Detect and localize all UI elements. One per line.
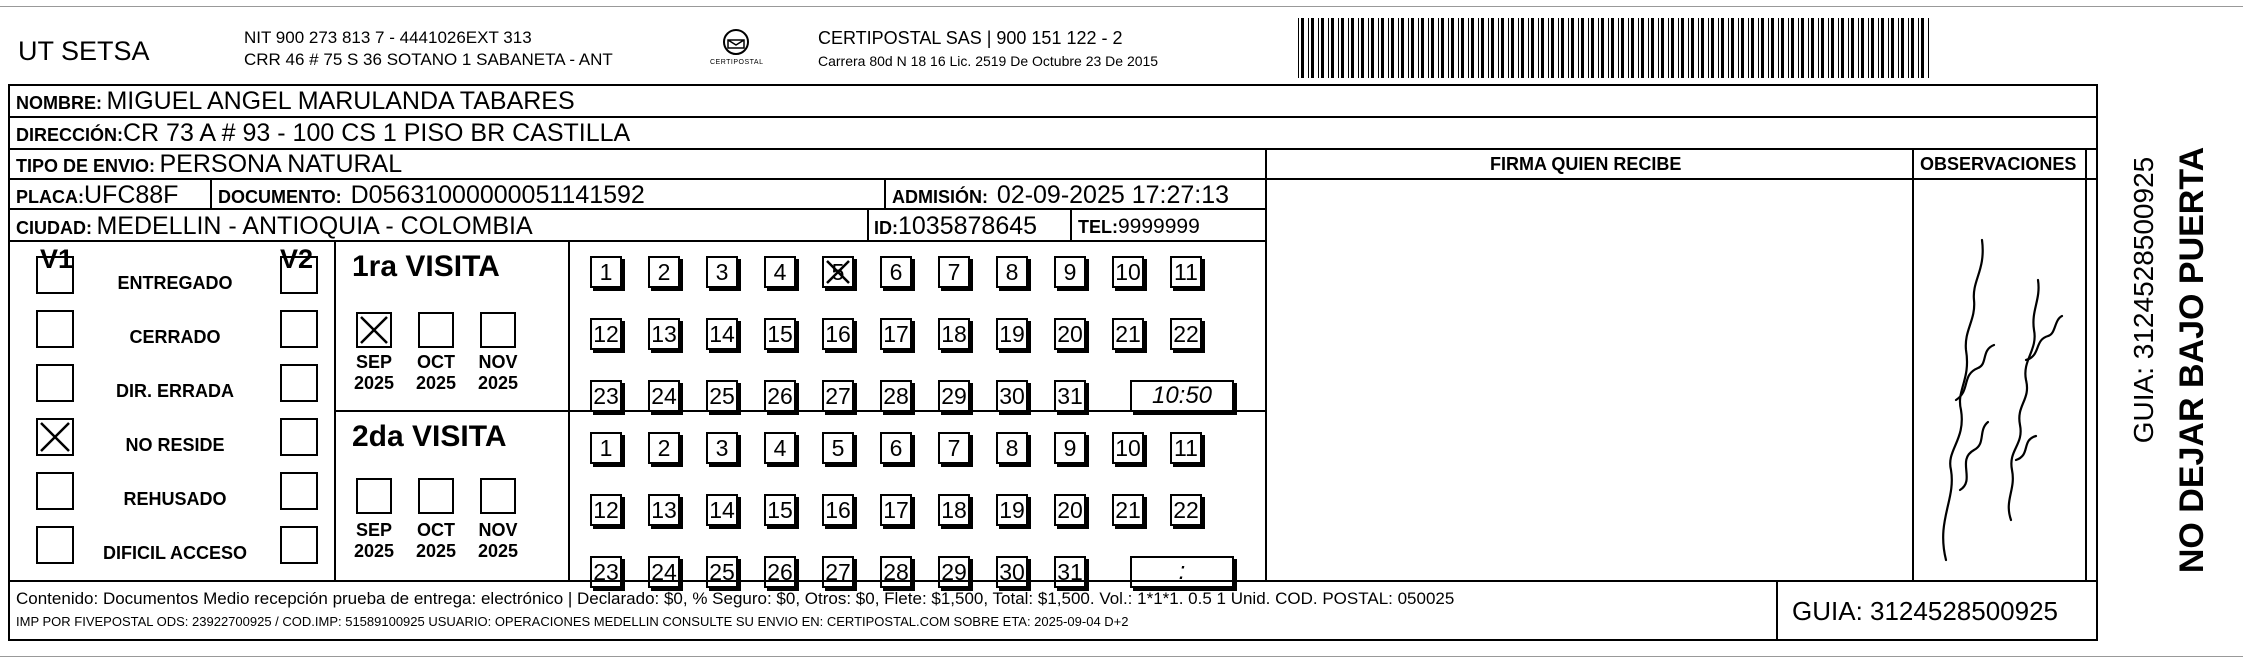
day-cell[interactable]: 1 bbox=[590, 256, 622, 288]
barcode bbox=[1298, 18, 1934, 78]
day-cell[interactable]: 27 bbox=[822, 380, 854, 412]
tipo-envio-value: PERSONA NATURAL bbox=[159, 150, 403, 178]
barcode-bar bbox=[1451, 18, 1454, 78]
paper-edge bbox=[0, 6, 2243, 7]
direccion-value: CR 73 A # 93 - 100 CS 1 PISO BR CASTILLA bbox=[123, 119, 631, 147]
month-label bbox=[346, 520, 402, 562]
day-cell[interactable]: 10 bbox=[1112, 432, 1144, 464]
day-cell[interactable]: 15 bbox=[764, 318, 796, 350]
placa-divider bbox=[210, 178, 212, 208]
month-label bbox=[408, 352, 464, 394]
barcode-bar bbox=[1678, 18, 1679, 78]
side-title: NO DEJAR BAJO PUERTA bbox=[2173, 146, 2211, 574]
barcode-bar bbox=[1918, 18, 1919, 78]
barcode-bar bbox=[1438, 18, 1439, 78]
barcode-bar bbox=[1491, 18, 1494, 78]
day-cell[interactable]: 29 bbox=[938, 380, 970, 412]
id-divider bbox=[867, 208, 869, 240]
day-cell[interactable]: 3 bbox=[706, 432, 738, 464]
barcode-bar bbox=[1708, 18, 1709, 78]
certipostal-logo bbox=[708, 26, 764, 74]
day-cell[interactable]: 2 bbox=[648, 432, 680, 464]
day-cell[interactable]: 6 bbox=[880, 256, 912, 288]
day-cell[interactable]: 13 bbox=[648, 318, 680, 350]
barcode-bar bbox=[1628, 18, 1629, 78]
day-cell[interactable]: 25 bbox=[706, 380, 738, 412]
barcode-bar bbox=[1778, 18, 1779, 78]
company-name: UT SETSA bbox=[18, 36, 150, 66]
barcode-bar bbox=[1368, 18, 1369, 78]
documento-label: DOCUMENTO: bbox=[218, 187, 342, 207]
barcode-bar bbox=[1901, 18, 1904, 78]
barcode-bar bbox=[1828, 18, 1829, 78]
v1-checkbox[interactable] bbox=[36, 364, 74, 402]
day-cell[interactable]: 2 bbox=[648, 256, 680, 288]
barcode-bar bbox=[1301, 18, 1304, 78]
day-cell[interactable]: 23 bbox=[590, 556, 622, 588]
barcode-bar bbox=[1798, 18, 1799, 78]
barcode-bar bbox=[1921, 18, 1924, 78]
barcode-bar bbox=[1401, 18, 1404, 78]
barcode-bar bbox=[1791, 18, 1794, 78]
footer-divider bbox=[8, 580, 2098, 582]
day-cell[interactable]: 13 bbox=[648, 494, 680, 526]
day-cell[interactable]: 22 bbox=[1170, 318, 1202, 350]
status-label: CERRADO bbox=[129, 327, 221, 347]
day-cell[interactable]: 25 bbox=[706, 556, 738, 588]
barcode-bar bbox=[1728, 18, 1729, 78]
barcode-bar bbox=[1578, 18, 1579, 78]
day-cell[interactable]: 15 bbox=[764, 494, 796, 526]
day-cell[interactable]: 19 bbox=[996, 494, 1028, 526]
barcode-bar bbox=[1361, 18, 1364, 78]
barcode-bar bbox=[1858, 18, 1859, 78]
day-cell[interactable]: 21 bbox=[1112, 494, 1144, 526]
barcode-bar bbox=[1498, 18, 1499, 78]
month-year: 2025 bbox=[415, 541, 457, 561]
barcode-bar bbox=[1818, 18, 1819, 78]
observaciones-header: OBSERVACIONES bbox=[1920, 154, 2077, 174]
month-year: 2025 bbox=[477, 373, 519, 393]
month-checkbox[interactable] bbox=[356, 478, 392, 514]
day-cell[interactable]: 26 bbox=[764, 380, 796, 412]
barcode-bar bbox=[1898, 18, 1899, 78]
admision-value: 02-09-2025 17:27:13 bbox=[996, 181, 1230, 209]
barcode-bar bbox=[1471, 18, 1474, 78]
barcode-bar bbox=[1821, 18, 1824, 78]
barcode-bar bbox=[1721, 18, 1724, 78]
status-label: DIR. ERRADA bbox=[115, 381, 234, 401]
barcode-bar bbox=[1341, 18, 1344, 78]
barcode-bar bbox=[1731, 18, 1734, 78]
barcode-bar bbox=[1631, 18, 1634, 78]
barcode-bar bbox=[1681, 18, 1684, 78]
status-divider bbox=[334, 240, 336, 580]
barcode-bar bbox=[1338, 18, 1339, 78]
barcode-bar bbox=[1908, 18, 1909, 78]
barcode-bar bbox=[1831, 18, 1834, 78]
logo-text: CERTIPOSTAL bbox=[710, 59, 764, 66]
barcode-bar bbox=[1601, 18, 1604, 78]
visit-divider bbox=[334, 410, 1266, 412]
barcode-bar bbox=[1671, 18, 1674, 78]
month-name: NOV bbox=[478, 352, 518, 372]
day-cell[interactable]: 29 bbox=[938, 556, 970, 588]
barcode-bar bbox=[1751, 18, 1754, 78]
barcode-bar bbox=[1351, 18, 1354, 78]
nombre-value: MIGUEL ANGEL MARULANDA TABARES bbox=[106, 87, 575, 115]
second-visit-title: 2da VISITA bbox=[352, 420, 507, 453]
barcode-bar bbox=[1378, 18, 1379, 78]
day-cell[interactable]: 21 bbox=[1112, 318, 1144, 350]
barcode-bar bbox=[1511, 18, 1514, 78]
month-name: OCT bbox=[417, 520, 455, 540]
v2-checkbox[interactable] bbox=[280, 472, 318, 510]
barcode-bar bbox=[1581, 18, 1584, 78]
status-label: ENTREGADO bbox=[117, 273, 233, 293]
barcode-bar bbox=[1568, 18, 1569, 78]
barcode-bar bbox=[1801, 18, 1804, 78]
barcode-bar bbox=[1641, 18, 1644, 78]
barcode-bar bbox=[1688, 18, 1689, 78]
obs-right bbox=[2085, 148, 2087, 580]
barcode-bar bbox=[1358, 18, 1359, 78]
month-checkbox[interactable] bbox=[480, 478, 516, 514]
v1-checkbox[interactable] bbox=[36, 256, 74, 294]
barcode-bar bbox=[1888, 18, 1889, 78]
day-cell[interactable]: 27 bbox=[822, 556, 854, 588]
barcode-bar bbox=[1711, 18, 1714, 78]
day-cell[interactable]: 18 bbox=[938, 494, 970, 526]
day-cell[interactable]: 28 bbox=[880, 556, 912, 588]
placa-label: PLACA: bbox=[16, 187, 84, 207]
month-year: 2025 bbox=[353, 373, 395, 393]
barcode-bar bbox=[1881, 18, 1884, 78]
day-cell[interactable]: 19 bbox=[996, 318, 1028, 350]
barcode-bar bbox=[1928, 18, 1929, 78]
barcode-bar bbox=[1411, 18, 1414, 78]
day-cell[interactable]: 12 bbox=[590, 494, 622, 526]
day-cell[interactable]: 7 bbox=[938, 256, 970, 288]
barcode-bar bbox=[1371, 18, 1374, 78]
paper-edge bbox=[0, 656, 2243, 657]
month-name: SEP bbox=[355, 520, 393, 540]
v2-checkbox[interactable] bbox=[280, 418, 318, 456]
admision-divider bbox=[884, 178, 886, 208]
tel-value: 9999999 bbox=[1118, 215, 1200, 238]
barcode-bar bbox=[1608, 18, 1609, 78]
tipo-envio-label: TIPO DE ENVIO: bbox=[16, 156, 156, 176]
certipostal-line1: CERTIPOSTAL SAS | 900 151 122 - 2 bbox=[818, 28, 1123, 48]
month-checkbox[interactable] bbox=[356, 312, 392, 348]
day-cell[interactable]: 24 bbox=[648, 556, 680, 588]
month-year: 2025 bbox=[353, 541, 395, 561]
tel-divider bbox=[1070, 208, 1072, 240]
status-label: REHUSADO bbox=[123, 489, 227, 509]
barcode-bar bbox=[1618, 18, 1619, 78]
row-divider bbox=[8, 116, 2098, 118]
month-label bbox=[408, 520, 464, 562]
barcode-bar bbox=[1461, 18, 1464, 78]
barcode-bar bbox=[1421, 18, 1424, 78]
barcode-bar bbox=[1611, 18, 1614, 78]
v1-checkbox[interactable] bbox=[36, 418, 74, 456]
barcode-bar bbox=[1571, 18, 1574, 78]
barcode-bar bbox=[1878, 18, 1879, 78]
barcode-bar bbox=[1331, 18, 1334, 78]
day-cell[interactable]: 11 bbox=[1170, 256, 1202, 288]
barcode-bar bbox=[1448, 18, 1449, 78]
barcode-bar bbox=[1481, 18, 1484, 78]
barcode-bar bbox=[1548, 18, 1549, 78]
v1-checkbox[interactable] bbox=[36, 310, 74, 348]
placa-value: UFC88F bbox=[84, 181, 179, 209]
barcode-bar bbox=[1428, 18, 1429, 78]
barcode-bar bbox=[1658, 18, 1659, 78]
barcode-bar bbox=[1311, 18, 1314, 78]
month-checkbox[interactable] bbox=[418, 478, 454, 514]
nit-line1: NIT 900 273 813 7 - 4441026EXT 313 bbox=[244, 28, 532, 47]
day-cell[interactable]: 20 bbox=[1054, 494, 1086, 526]
barcode-bar bbox=[1388, 18, 1389, 78]
day-cell[interactable]: 17 bbox=[880, 318, 912, 350]
visit-time-field[interactable]: : bbox=[1130, 556, 1234, 588]
barcode-bar bbox=[1698, 18, 1699, 78]
day-cell[interactable]: 16 bbox=[822, 318, 854, 350]
barcode-bar bbox=[1478, 18, 1479, 78]
day-cell[interactable]: 22 bbox=[1170, 494, 1202, 526]
barcode-bar bbox=[1418, 18, 1419, 78]
barcode-bar bbox=[1431, 18, 1434, 78]
barcode-bar bbox=[1668, 18, 1669, 78]
month-divider bbox=[568, 240, 570, 580]
day-cell[interactable]: 28 bbox=[880, 380, 912, 412]
day-cell[interactable]: 23 bbox=[590, 380, 622, 412]
month-name: OCT bbox=[417, 352, 455, 372]
barcode-bar bbox=[1811, 18, 1814, 78]
firma-header: FIRMA QUIEN RECIBE bbox=[1490, 154, 1682, 174]
barcode-bar bbox=[1298, 18, 1299, 78]
barcode-bar bbox=[1648, 18, 1649, 78]
nit-line2: CRR 46 # 75 S 36 SOTANO 1 SABANETA - ANT bbox=[244, 50, 613, 69]
v2-label: V2 bbox=[280, 244, 314, 274]
day-cell[interactable]: 7 bbox=[938, 432, 970, 464]
day-cell[interactable]: 9 bbox=[1054, 256, 1086, 288]
barcode-bar bbox=[1748, 18, 1749, 78]
day-cell[interactable]: 4 bbox=[764, 432, 796, 464]
barcode-bar bbox=[1701, 18, 1704, 78]
handwriting-signature bbox=[1916, 200, 2076, 570]
day-cell[interactable]: 17 bbox=[880, 494, 912, 526]
v2-checkbox[interactable] bbox=[280, 364, 318, 402]
month-label bbox=[346, 352, 402, 394]
barcode-bar bbox=[1851, 18, 1854, 78]
barcode-bar bbox=[1758, 18, 1759, 78]
barcode-bar bbox=[1691, 18, 1694, 78]
barcode-bar bbox=[1348, 18, 1349, 78]
certipostal-logo-icon bbox=[708, 26, 764, 74]
obs-header-line bbox=[1912, 178, 2087, 180]
barcode-bar bbox=[1781, 18, 1784, 78]
v1-checkbox[interactable] bbox=[36, 472, 74, 510]
footer-guia: GUIA: 3124528500925 bbox=[1792, 596, 2058, 626]
day-cell[interactable]: 14 bbox=[706, 318, 738, 350]
barcode-bar bbox=[1871, 18, 1874, 78]
barcode-bar bbox=[1541, 18, 1544, 78]
barcode-bar bbox=[1861, 18, 1864, 78]
v2-checkbox[interactable] bbox=[280, 526, 318, 564]
barcode-bar bbox=[1441, 18, 1444, 78]
barcode-bar bbox=[1771, 18, 1774, 78]
barcode-bar bbox=[1551, 18, 1554, 78]
barcode-bar bbox=[1741, 18, 1744, 78]
barcode-bar bbox=[1531, 18, 1534, 78]
barcode-bar bbox=[1768, 18, 1769, 78]
month-checkbox[interactable] bbox=[480, 312, 516, 348]
day-cell[interactable]: 5 bbox=[822, 256, 854, 288]
day-cell[interactable]: 16 bbox=[822, 494, 854, 526]
day-cell[interactable]: 31 bbox=[1054, 380, 1086, 412]
barcode-bar bbox=[1651, 18, 1654, 78]
barcode-bar bbox=[1508, 18, 1509, 78]
ciudad-label: CIUDAD: bbox=[16, 218, 92, 238]
footer-line1: Contenido: Documentos Medio recepción prueba de entrega: electrónico | Declarado: $0, % Seguro: $0, Otros: $0, Flete: $1,500, Total: $1,500. Vol.: 1*1*1. 0.5 1 Unid. COD. POSTAL: 050025 bbox=[16, 589, 1455, 608]
barcode-bar bbox=[1848, 18, 1849, 78]
month-name: NOV bbox=[478, 520, 518, 540]
barcode-bar bbox=[1321, 18, 1324, 78]
id-label: ID: bbox=[874, 218, 898, 238]
barcode-bar bbox=[1788, 18, 1789, 78]
day-cell[interactable]: 20 bbox=[1054, 318, 1086, 350]
barcode-bar bbox=[1528, 18, 1529, 78]
barcode-bar bbox=[1518, 18, 1519, 78]
day-cell[interactable]: 31 bbox=[1054, 556, 1086, 588]
day-cell[interactable]: 10 bbox=[1112, 256, 1144, 288]
day-cell[interactable]: 5 bbox=[822, 432, 854, 464]
barcode-bar bbox=[1838, 18, 1839, 78]
barcode-bar bbox=[1718, 18, 1719, 78]
status-label: DIFICIL ACCESO bbox=[102, 543, 247, 563]
status-label: NO RESIDE bbox=[125, 435, 225, 455]
day-cell[interactable]: 12 bbox=[590, 318, 622, 350]
barcode-bar bbox=[1841, 18, 1844, 78]
obs-divider bbox=[1912, 148, 1914, 580]
v2-checkbox[interactable] bbox=[280, 310, 318, 348]
barcode-bar bbox=[1468, 18, 1469, 78]
barcode-bar bbox=[1588, 18, 1589, 78]
barcode-bar bbox=[1598, 18, 1599, 78]
barcode-bar bbox=[1328, 18, 1329, 78]
guia-divider bbox=[1776, 580, 1778, 641]
admision-label: ADMISIÓN: bbox=[892, 187, 988, 207]
day-cell[interactable]: 1 bbox=[590, 432, 622, 464]
barcode-bar bbox=[1808, 18, 1809, 78]
month-checkbox[interactable] bbox=[418, 312, 454, 348]
barcode-bar bbox=[1381, 18, 1384, 78]
month-year: 2025 bbox=[477, 541, 519, 561]
v2-checkbox[interactable] bbox=[280, 256, 318, 294]
day-cell[interactable]: 8 bbox=[996, 432, 1028, 464]
barcode-bar bbox=[1761, 18, 1764, 78]
day-cell[interactable]: 11 bbox=[1170, 432, 1202, 464]
footer-line2: IMP POR FIVEPOSTAL ODS: 23922700925 / COD.IMP: 51589100925 USUARIO: OPERACIONES MEDELLIN CONSULTE SU ENVIO EN: CERTIPOSTAL.COM SOBRE ETA: 2025-09-04 D+2 bbox=[16, 614, 1129, 629]
barcode-bar bbox=[1868, 18, 1869, 78]
direccion-label: DIRECCIÓN: bbox=[16, 125, 123, 145]
barcode-bar bbox=[1661, 18, 1664, 78]
barcode-bar bbox=[1558, 18, 1559, 78]
day-cell[interactable]: 18 bbox=[938, 318, 970, 350]
day-cell[interactable]: 24 bbox=[648, 380, 680, 412]
barcode-bar bbox=[1638, 18, 1639, 78]
ciudad-value: MEDELLIN - ANTIOQUIA - COLOMBIA bbox=[96, 212, 533, 240]
barcode-bar bbox=[1911, 18, 1914, 78]
month-name: SEP bbox=[355, 352, 393, 372]
day-cell[interactable]: 4 bbox=[764, 256, 796, 288]
day-cell[interactable]: 3 bbox=[706, 256, 738, 288]
barcode-bar bbox=[1408, 18, 1409, 78]
v1-label: V1 bbox=[40, 244, 74, 274]
barcode-bar bbox=[1738, 18, 1739, 78]
barcode-bar bbox=[1621, 18, 1624, 78]
barcode-bar bbox=[1308, 18, 1309, 78]
barcode-bar bbox=[1591, 18, 1594, 78]
documento-value: D05631000000051141592 bbox=[350, 181, 645, 209]
firma-divider bbox=[1265, 148, 1267, 580]
day-cell[interactable]: 8 bbox=[996, 256, 1028, 288]
barcode-bar bbox=[1521, 18, 1524, 78]
barcode-bar bbox=[1458, 18, 1459, 78]
barcode-bar bbox=[1488, 18, 1489, 78]
id-value: 1035878645 bbox=[898, 212, 1038, 240]
day-cell[interactable]: 6 bbox=[880, 432, 912, 464]
day-cell[interactable]: 14 bbox=[706, 494, 738, 526]
certipostal-line2: Carrera 80d N 18 16 Lic. 2519 De Octubre 23 De 2015 bbox=[818, 53, 1159, 69]
side-guia: GUIA: 3124528500925 bbox=[2128, 156, 2159, 444]
barcode-bar bbox=[1318, 18, 1319, 78]
day-cell[interactable]: 30 bbox=[996, 380, 1028, 412]
barcode-bar bbox=[1391, 18, 1394, 78]
visit-time-field[interactable]: 10:50 bbox=[1130, 380, 1234, 412]
first-visit-title: 1ra VISITA bbox=[352, 250, 500, 283]
nombre-label: NOMBRE: bbox=[16, 93, 102, 113]
v1-checkbox[interactable] bbox=[36, 526, 74, 564]
month-label bbox=[470, 352, 526, 394]
day-cell[interactable]: 30 bbox=[996, 556, 1028, 588]
barcode-bar bbox=[1561, 18, 1564, 78]
day-cell[interactable]: 26 bbox=[764, 556, 796, 588]
barcode-bar bbox=[1891, 18, 1894, 78]
barcode-bar bbox=[1501, 18, 1504, 78]
month-year: 2025 bbox=[415, 373, 457, 393]
day-cell[interactable]: 9 bbox=[1054, 432, 1086, 464]
barcode-bar bbox=[1538, 18, 1539, 78]
month-label bbox=[470, 520, 526, 562]
tel-label: TEL: bbox=[1078, 217, 1118, 237]
barcode-bar bbox=[1398, 18, 1399, 78]
